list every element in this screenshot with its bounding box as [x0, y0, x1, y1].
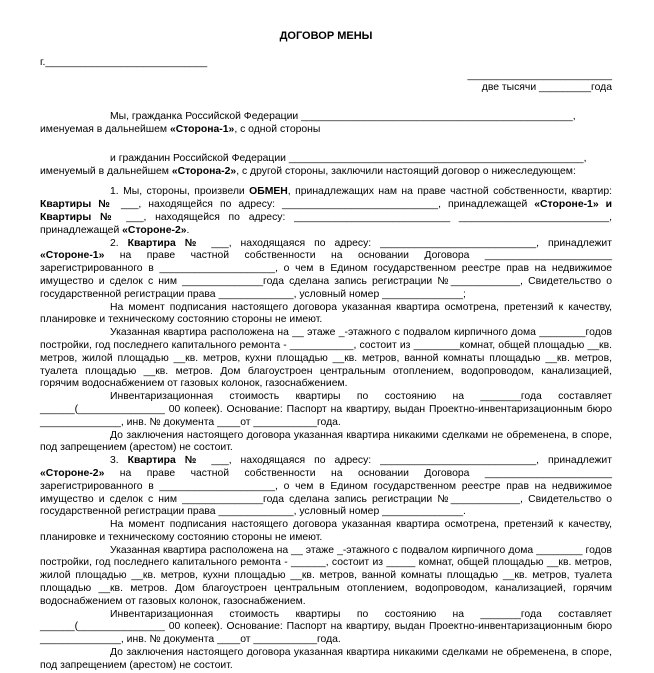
section-2: 2. Квартира № ___, находящаяся по адресу: ___________________________, принадлежит «Стороне-1» на праве частной собственности на основании Договора ______________________ зарегистрированного в ____________________, о чем в Едином государственном реестре прав на недвижимое имущество и сделок с ним ______________года сделана запись регистрации №____________, Свидетельство о государственной регистрации права _____________, условный номер ______________; — [40, 237, 612, 300]
section-3-valuation: Инвентаризационная стоимость квартиры по состоянию на _______года составляет ______(_______________ 00 копеек). Основание: Паспорт на квартиру, выдан Проектно-инвентаризационным бюро ______________, инв. № документа ____от ___________года. — [40, 608, 612, 646]
city-line: г.____________________________ — [40, 56, 208, 68]
place-date-row — [40, 57, 612, 70]
section-1: 1. Мы, стороны, произвели ОБМЕН, принадлежащих нам на праве частной собственности, квартир: Квартиры № ___, находящейся по адресу: ___________________________, принадлежащей «Стороне-1» и Квартиры № ___, находящейся по адресу: ___________________________ __________________________, принадлежащей «Стороне-2». — [40, 186, 613, 236]
party2-line2: именуемый в дальнейшем «Сторона-2», с другой стороны, заключили настоящий договор о нижеследующем: — [40, 165, 576, 177]
section-3-condition: На момент подписания настоящего договора указанная квартира осмотрена, претензий к качеству, планировке и техническому состоянию стороны не имеют. — [40, 519, 612, 543]
party2-line1: и гражданин Российской Федерации ___________________________________________________, — [110, 152, 587, 164]
section-2-encumbrance: До заключения настоящего договора указанная квартира никакими сделками не обременена, в споре, под запрещением (арестом) не состоит. — [40, 429, 612, 454]
date-line-2: две тысячи _________года — [481, 82, 612, 94]
section-3: 3. Квартира № ___, находящаяся по адресу: ___________________________, принадлежит «Стороне-2» на праве частной собственности на основании Договора ______________________ зарегистрированного в ____________________, о чем в Едином государственном реестре прав на недвижимое имущество и сделок с ним ______________года сделана запись регистрации №____________, Свидетельство о государственной регистрации права _____________, условный номер ______________. — [40, 455, 612, 518]
section-3-encumbrance: До заключения настоящего договора указанная квартира никакими сделками не обременена, в споре, под запрещением (арестом) не состоит. — [40, 647, 612, 671]
document-title: ДОГОВОР МЕНЫ — [279, 30, 373, 42]
section-2-condition: На момент подписания настоящего договора указанная квартира осмотрена, претензий к качеству, планировке и техническому состоянию стороны не имеют. — [40, 301, 612, 326]
section-2-description: Указанная квартира расположена на __ этаже _-этажного с подвалом кирпичного дома ________годов постройки, год последнего капитального ремонта - ___________, состоит из ________комнат, общей площадью __кв. метров, жилой площадью __кв. метров, кухни площадью __кв. метров, ванной комнаты площадью __кв. метров, туалета площадью __кв. метров. Дом благоустроен центральным отоплением, водопроводом, канализацией, горячим водоснабжением от газовых колонок, газоснабжением. — [40, 327, 612, 390]
date-line-1: _________________________ — [467, 69, 612, 81]
party1-line1: Мы, гражданка Российской Федерации _______________________________________________, — [110, 111, 576, 123]
section-2-valuation: Инвентаризационная стоимость квартиры по состоянию на _______года составляет ______(_______________ 00 копеек). Основание: Паспорт на квартиру, выдан Проектно-инвентаризационным бюро ______________, инв. № документа ____от ___________года. — [40, 391, 612, 428]
party1-line2: именуемая в дальнейшем «Сторона-1», с одной стороны — [40, 123, 321, 135]
section-3-description: Указанная квартира расположена на __ этаже _-этажного с подвалом кирпичного дома ________ годов постройки, год последнего капитального ремонта - ______, состоит из _____ комнат, общей площадью __кв. метров, жилой площадью __кв. метров, кухни площадью __кв. метров, ванной комнаты площадью __кв. метров, туалета площадью __кв. метров. Дом благоустроен центральным отоплением, водопроводом, канализацией, горячим водоснабжением от газовых колонок, газоснабжением. — [40, 544, 612, 607]
